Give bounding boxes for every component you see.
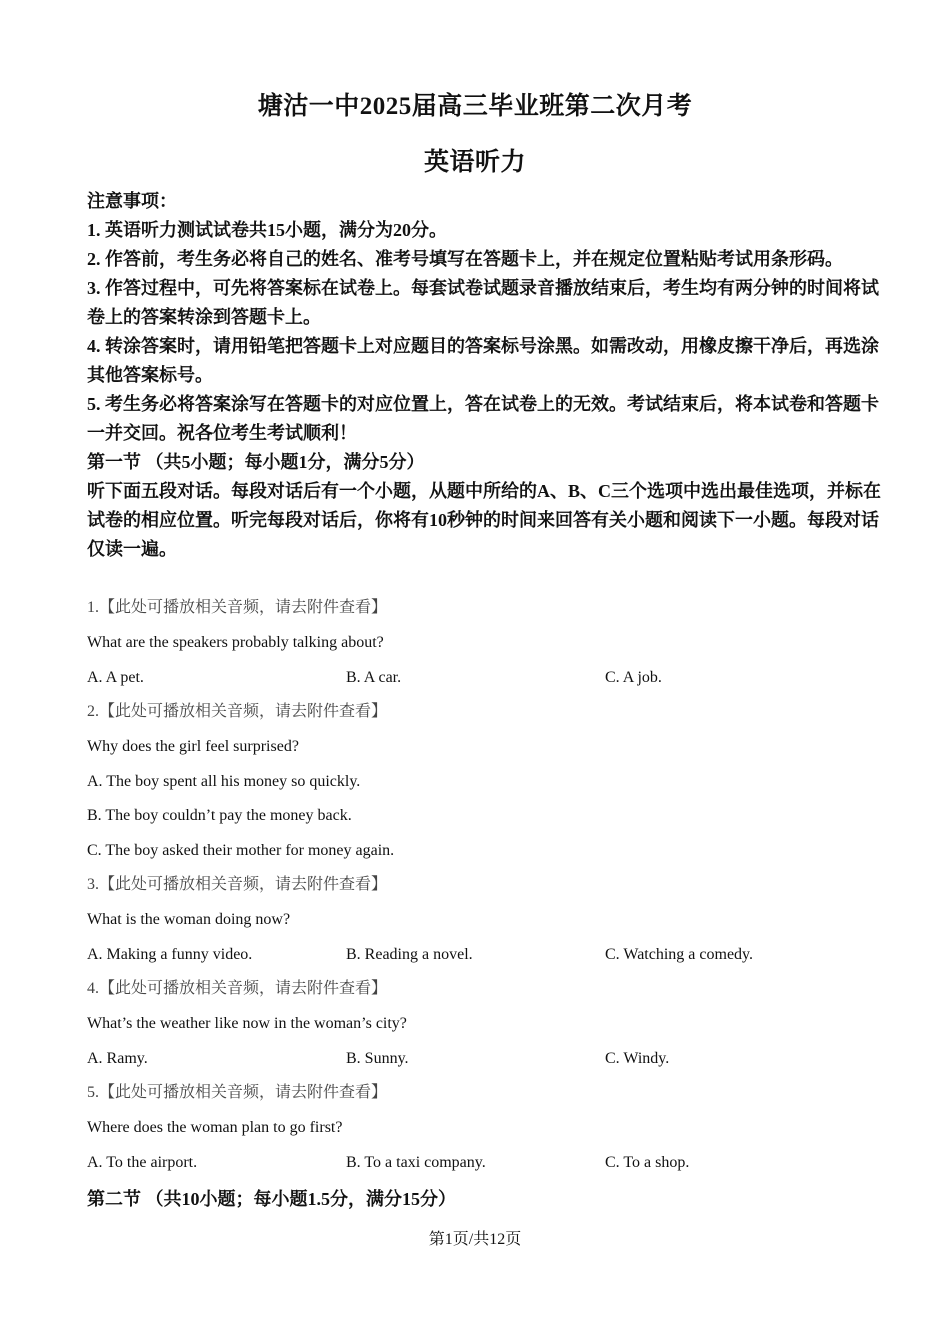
q1-option-c: C. A job. (605, 669, 662, 686)
exam-title: 塘沽一中2025届高三毕业班第二次月考 (257, 93, 693, 120)
note-item: 3. 作答过程中，可先将答案标在试卷上。每套试卷试题录音播放结束后，考生均有两分钟的时间将试卷上的答案转涂到答题卡上。 (87, 278, 879, 327)
page-footer: 第1页/共12页 (428, 1231, 522, 1248)
q3-option-b: B. Reading a novel. (346, 946, 473, 963)
q2-option-b: B. The boy couldn’t pay the money back. (87, 807, 352, 824)
q1-option-b: B. A car. (346, 669, 402, 686)
q5-text: Where does the woman plan to go first? (87, 1119, 343, 1136)
q2-option-a: A. The boy spent all his money so quickly. (87, 773, 361, 790)
section2-heading: 第二节 （共10小题；每小题1.5分，满分15分） (87, 1189, 456, 1209)
notes-section (87, 187, 887, 564)
q3-text: What is the woman doing now? (87, 911, 291, 928)
q4-option-b: B. Sunny. (346, 1050, 409, 1067)
notes-heading: 注意事项： (87, 191, 177, 211)
q1-audio-link[interactable]: 1.【此处可播放相关音频，请去附件查看】 (87, 599, 388, 616)
section1-heading: 第一节 （共5小题；每小题1分，满分5分） (87, 452, 425, 472)
exam-subtitle: 英语听力 (423, 149, 526, 176)
note-item: 2. 作答前，考生务必将自己的姓名、准考号填写在答题卡上，并在规定位置粘贴考试用条形码。 (87, 249, 843, 269)
q4-option-c: C. Windy. (605, 1050, 670, 1067)
q5-option-a: A. To the airport. (87, 1154, 198, 1171)
note-item: 5. 考生务必将答案涂写在答题卡的对应位置上，答在试卷上的无效。考试结束后，将本试卷和答题卡一并交回。祝各位考生考试顺利！ (87, 394, 879, 443)
q3-option-a: A. Making a funny video. (87, 946, 253, 963)
q3-audio-link[interactable]: 3.【此处可播放相关音频，请去附件查看】 (87, 876, 388, 893)
q3-option-c: C. Watching a comedy. (605, 946, 754, 963)
q2-audio-link[interactable]: 2.【此处可播放相关音频，请去附件查看】 (87, 703, 388, 720)
q1-option-a: A. A pet. (87, 669, 144, 686)
q4-audio-link[interactable]: 4.【此处可播放相关音频，请去附件查看】 (87, 980, 388, 997)
q2-text: Why does the girl feel surprised? (87, 738, 299, 755)
note-item: 4. 转涂答案时，请用铅笔把答题卡上对应题目的答案标号涂黑。如需改动，用橡皮擦干净后，再选涂其他答案标号。 (87, 336, 879, 385)
q5-option-c: C. To a shop. (605, 1154, 690, 1171)
section1-instructions: 听下面五段对话。每段对话后有一个小题，从题中所给的A、B、C三个选项中选出最佳选项，并标在试卷的相应位置。听完每段对话后，你将有10秒钟的时间来回答有关小题和阅读下一小题。每段对话仅读一遍。 (87, 481, 881, 559)
q5-audio-link[interactable]: 5.【此处可播放相关音频，请去附件查看】 (87, 1084, 388, 1101)
note-item: 1. 英语听力测试试卷共15小题，满分为20分。 (87, 220, 447, 240)
q1-text: What are the speakers probably talking about? (87, 634, 384, 651)
q5-option-b: B. To a taxi company. (346, 1154, 486, 1171)
q2-option-c: C. The boy asked their mother for money again. (87, 842, 395, 859)
q4-text: What’s the weather like now in the woman’s city? (87, 1015, 407, 1032)
q4-option-a: A. Ramy. (87, 1050, 148, 1067)
